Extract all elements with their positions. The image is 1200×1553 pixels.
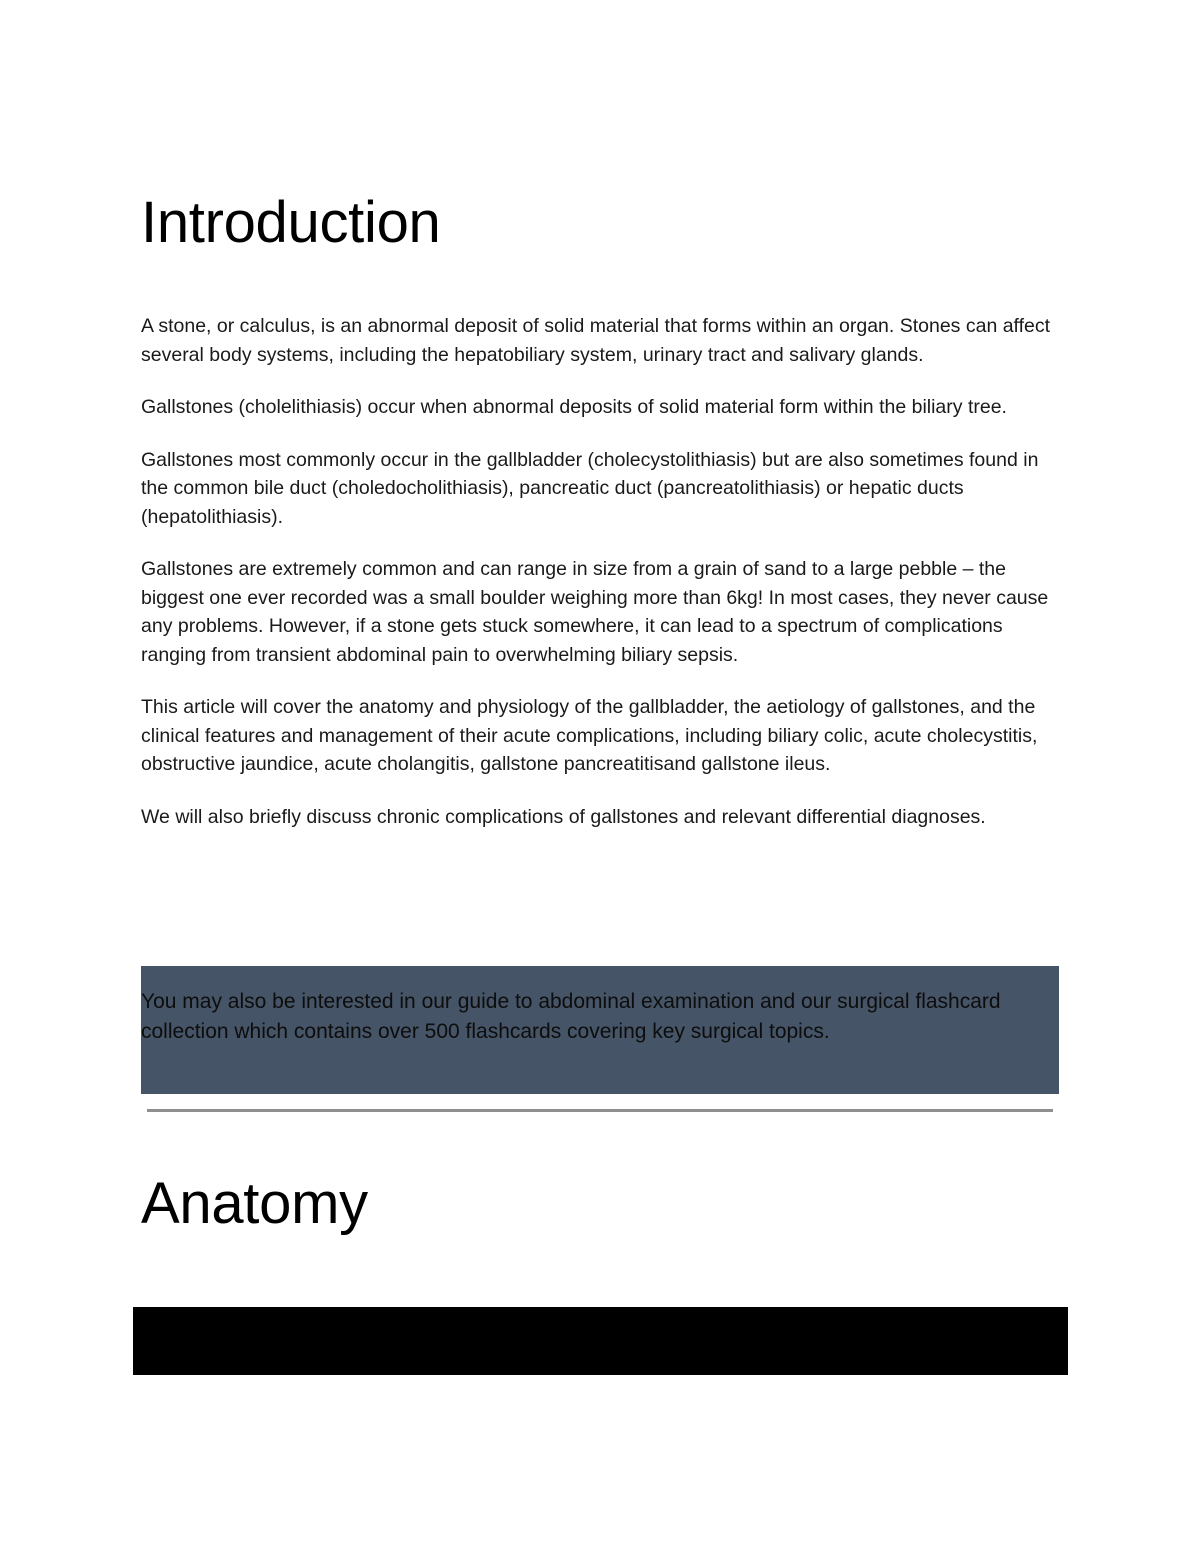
section-divider [147, 1109, 1053, 1112]
paragraph: A stone, or calculus, is an abnormal deposit of solid material that forms within an organ. Stones can affect several body systems, including the hepatobiliary system, urinary tract and salivary glands. [141, 315, 1051, 366]
paragraph: Gallstones are extremely common and can range in size from a grain of sand to a large pebble – the biggest one ever recorded was a small boulder weighing more than 6kg! In most cases, they never cause any problems. However, if a stone gets stuck somewhere, it can lead to a spectrum of complications ranging from transient abdominal pain to overwhelming biliary sepsis. [141, 558, 1049, 666]
paragraph: We will also briefly discuss chronic complications of gallstones and relevant differential diagnoses. [141, 805, 986, 828]
section-title-introduction: Introduction [141, 190, 441, 255]
section-title-anatomy: Anatomy [141, 1171, 368, 1236]
callout-text: You may also be interested in our guide to abdominal examination and our surgical flashcard collection which contains over 500 flashcards covering key surgical topics. [141, 990, 1001, 1043]
paragraph: This article will cover the anatomy and physiology of the gallbladder, the aetiology of gallstones, and the clinical features and management of their acute complications, including biliary colic, acute cholecystitis, obstructive jaundice, acute cholangitis, gallstone pancreatitisand gallstone ileus. [141, 696, 1038, 775]
redacted-block [133, 1307, 1068, 1375]
paragraph: Gallstones (cholelithiasis) occur when abnormal deposits of solid material form within the biliary tree. [141, 396, 1007, 418]
related-guides-callout [141, 966, 1059, 1094]
introduction-body [141, 312, 1066, 855]
paragraph: Gallstones most commonly occur in the gallbladder (cholecystolithiasis) but are also sometimes found in the common bile duct (choledocholithiasis), pancreatic duct (pancreatolithiasis) or hepatic ducts (hepatolithiasis). [141, 448, 1039, 528]
